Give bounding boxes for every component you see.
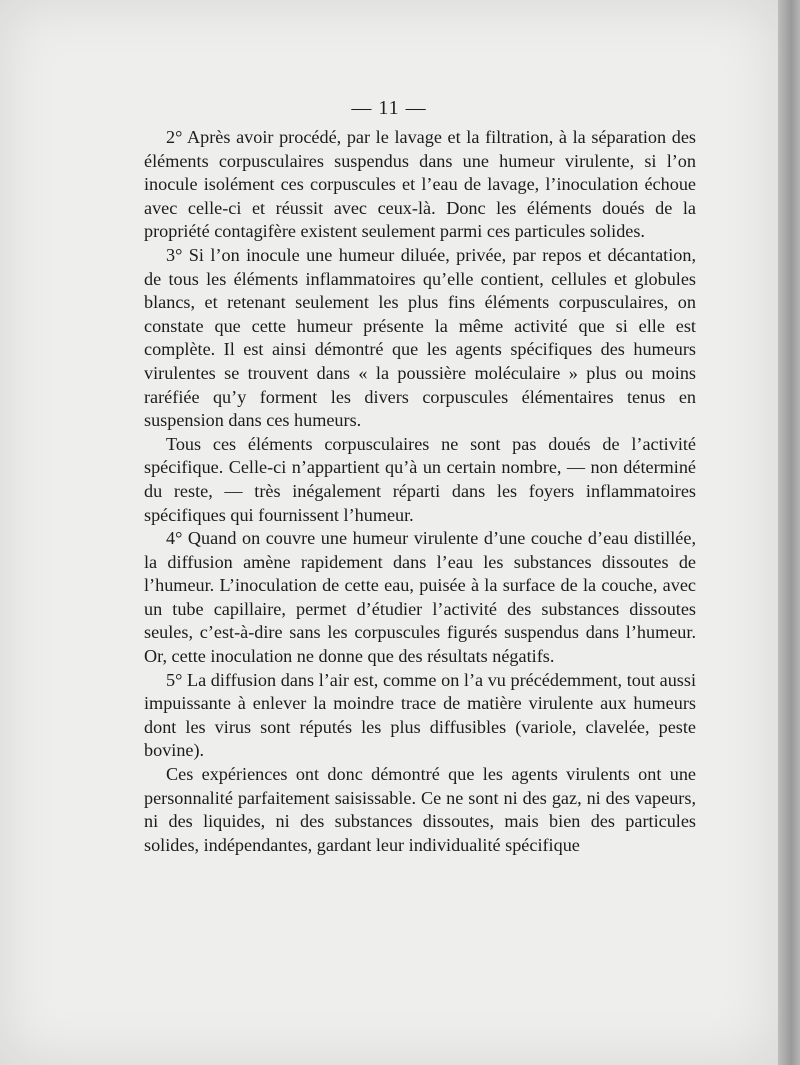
paragraph-conclusion: Ces expériences ont donc démontré que les agents virulents ont une personnalité parfaitement saisissable. Ce ne sont ni des gaz, ni des vapeurs, ni des liquides, ni des substances dissoutes, mais bien des particules solides, indépendantes, gardant leur individualité spécifique xyxy=(144,764,696,855)
body-text xyxy=(144,126,696,857)
paragraph-corpuscular-activity: Tous ces éléments corpusculaires ne sont pas doués de l’activité spécifique. Celle-ci n’appartient qu’à un certain nombre, — non déterminé du reste, — très inégalement réparti dans les foyers inflammatoires spécifiques qui fournissent l’humeur. xyxy=(144,433,696,525)
paragraph-point-2: 2° Après avoir procédé, par le lavage et la filtration, à la séparation des éléments corpusculaires suspendus dans une humeur virulente, si l’on inocule isolément ces corpuscules et l’eau de lavage, l’inoculation échoue avec celle-ci et réussit avec ceux-là. Donc les éléments doués de la propriété contagifère existent seulement parmi ces particules solides. xyxy=(144,127,696,242)
paragraph-point-3: 3° Si l’on inocule une humeur diluée, privée, par repos et décantation, de tous les éléments inflammatoires qu’elle contient, cellules et globules blancs, et retenant seulement les plus fins éléments corpusculaires, on constate que cette humeur présente la même activité que si elle est complète. Il est ainsi démontré que les agents spécifiques des humeurs virulentes se trouvent dans « la poussière moléculaire » plus ou moins raréfiée qu’y forment les divers corpuscules élémentaires tenus en suspension dans ces humeurs. xyxy=(144,244,696,431)
paragraph-point-4: 4° Quand on couvre une humeur virulente d’une couche d’eau distillée, la diffusion amène rapidement dans l’eau les substances dissoutes de l’humeur. L’inoculation de cette eau, puisée à la surface de la couche, avec un tube capillaire, permet d’étudier l’activité des substances dissoutes seules, c’est-à-dire sans les corpuscules figurés suspendus dans l’humeur. Or, cette inoculation ne donne que des résultats négatifs. xyxy=(144,528,696,667)
paragraph-point-5: 5° La diffusion dans l’air est, comme on l’a vu précédemment, tout aussi impuissante à enlever la moindre trace de matière virulente aux humeurs dont les virus sont réputés les plus diffusibles (variole, clavelée, peste bovine). xyxy=(144,669,696,761)
page-number: — 11 — xyxy=(351,97,427,119)
page-edge-shadow xyxy=(778,0,800,1065)
